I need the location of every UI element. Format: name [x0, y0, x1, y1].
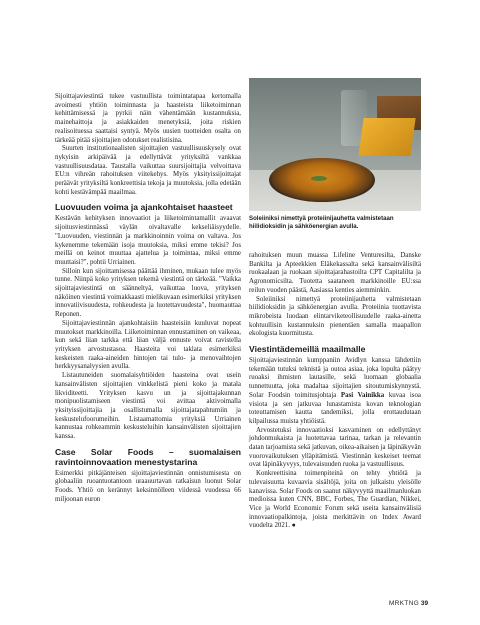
photo-caption: Soleiiniksi nimettyä proteiinijauhetta valmistetaan hiilidioksidin ja sähköenergian avulla.: [249, 215, 394, 230]
paragraph: [249, 357, 421, 427]
paragraph: Listautuneiden suomalaisyhtiöiden haasteina ovat usein kansainvälisten sijoittajien vinkkelistä pieni koko ja matala likviditeetti. Yrityksen kasvu un ja sijoittajakunnan monipuolistamiseen viestintä voi avittaa aktivoimalla yksityissijoittajia ja osallistumalla sijoittajatapahtumiin ja keskustelufoorumeihin. Listaamattomia yrityksiä Urriainen kannustaa rohkeammin keskusteluihin kansainvälisten sijoittajien kanssa.: [55, 372, 241, 441]
text-run: Sijoittajaviestinnän kumppaniin Avidlyn kanssa lähdettiin tekemään tutuksi teknistä ja outoa asiaa, joka lopulta päätyy ruoaksi ihmisten lautasille, sekä luomaan globaalia tunnettuutta, joka madaltaa sijoittajien sitoutumiskynnystä. Solar Foodsin toimitusjohtaja: [249, 357, 421, 399]
paragraph: rahoituksen muun muassa Lifeline Venturesilta, Danske Bankilta ja Apteekkien Eläkekassalta sekä kansainvälisiltä ruokaalaan ja ruokaan sijoittajarahastoilta CPT Capitalilta ja Agronomicsilta. Tuotetta saataneen markkinoille EU:ssa reilun vuoden päästä, Aasiassa kenties aiemminkin.: [249, 252, 421, 294]
page-footer: [380, 600, 428, 607]
paragraph: Konkreettisina toimenpiteinä on tehty yhtiötä ja tulevaisuutta kuvaavia sisältöjä, joita on julkaistu yleisölle kanavissa. Solar Foods on saanut näkyvyyttä maailmanluokan medioissa kuten CNN, BBC, Forbes, The Guardian, Nikkei, Vice ja World Economic Forum sekä useita kansainvälisiä innovaatiopalkintoja, joista merkittävin on Index Award vuodelta 2021. ●: [249, 470, 421, 530]
left-column: [55, 93, 241, 505]
person-name: Pasi Vainikka: [340, 391, 385, 399]
paragraph: Suurten institutionaalisten sijoittajien vastuullisuuskysely ovat nykyisin arkipäivää ja edellyttävät yrityksiltä vankkaa vastuullisuusdataa. Taustalla vaikuttaa suursijoittajia velvoittava EU:n vihreän rahoituksen viitekehys. Myös yksityissijoittajat peräävät yrityksiltä konkreettisia tekoja ja muutoksia, jolla edetään kohti kestävämpää maailmaa.: [55, 145, 241, 196]
magazine-name: MRKTNG: [389, 600, 420, 607]
paragraph: Soleiiniksi nimettyä proteiinijauhetta valmistetaan hiilidioksidin ja sähköenergian avulla. Proteiinia tuottavista mikrobeista luodaan elintarviketeollisuudelle raaka-ainetta kohtuullisin kustannuksin pienentäen samalla maapallon ekologista kuormitusta.: [249, 295, 421, 338]
paragraph: Sijoittajaviestinnän ajankohtaisiin haasteisiin kuuluvat nopeat muutokset markkinoilla. Liiketoiminnan ennustaminen on vaikeaa, kun sekä liian tarkka että liian väljä ennuste voivat ravistella yrityksen arvostustasoa. Haasteita voi taklata esimerkiksi keskeisten raaka-aineiden hintojen tai tulo- ja menovaihtojen herkkyysanalyysien avulla.: [55, 319, 241, 371]
paragraph: Esimerkki pitkäjänteisen sijoittajaviestinnän onnistumisesta on globaaliin ruoantuotantoon uraauurtavan ratkaisun luonut Solar Foods. Yhtiö on kerännyt keksinnölleen viidessä vuodessa 66 miljoonan euron: [55, 469, 241, 503]
photo-food-shape: [358, 118, 415, 156]
article-photo: [249, 78, 421, 211]
paragraph: Kestävän kehityksen innovaatiot ja liiketoimintamallit avaavat sijoitusviestinnässä väylän oivaltavalle kekseliäisyydelle. "Luovuuden, viestinnän ja markkinoinnin voima on valtava. Jos kykenemme tekemään isoja muutoksia, miksi emme tekisi? Jos meillä on keinot muuttaa ajattelua ja toimintaa, miksi emme muuttaisi?", pohtii Urriainen.: [55, 215, 241, 266]
photo-herb-shape: [311, 176, 327, 181]
section-heading: Viestintädemeillä maailmalle: [249, 344, 366, 355]
paragraph: Arvostetuksi innovaatioksi kasvaminen on edellyttänyt johdonmukaista ja luotettavaa tarinaa, tarkan ja relevantin datan tarjoamista sekä jatkuvan, oikea-aikaisen ja läpinäkyvän vuorovaikutuksen ylläpitämistä. Viestinnän keskeiset teemat ovat läpinäkyvyys, tulevaisuuden ruoka ja vastuullisuus.: [249, 426, 422, 469]
text-run: kuvaa isoa visiota ja sen jatkuvaa lunastamista kovan teknologian toteuttamisen kautta tandemiksi, jolla erottaudutaan kilpailussa muista yhtiöistä.: [249, 391, 421, 425]
page-number: 39: [420, 600, 428, 607]
paragraph: Sijoittajaviestintä tukee vastuullista toimintatapaa kertomalla avoimesti yhtiön toiminnasta ja haasteista liiketoiminnan kehittämisessä ja pyrkii näin vähentämään kustannuksia, mainehaittoja ja asiakkaiden menetyksiä, joita riskien realisoituessa saattaisi syntyä. Myös uusien tuotteiden osalta on tärkeää pitää sijoittajien odotukset realistisina.: [55, 93, 241, 144]
section-heading: Case Solar Foods – suomalaisen ravintoinnovaation menestystarina: [55, 446, 241, 467]
section-heading: Luovuuden voima ja ajankohtaiset haasteet: [55, 202, 233, 213]
right-column: [249, 252, 421, 531]
paragraph: Silloin kun sijoittamisessa päättää ihminen, mukaan tulee myös tunne. Niinpä koko yrityksen tekemä viestintä on tärkeää. "Vaikka sijoittajaviestintä on säänneltyä, vaikuttaa luova, yrityksen näköinen viestintä voimakkaasti mielikuvaan esimerkiksi yrityksen innovatiivisuudesta, rohkeudesta ja luotettavuudesta", huomauttaa Reponen.: [55, 267, 241, 319]
